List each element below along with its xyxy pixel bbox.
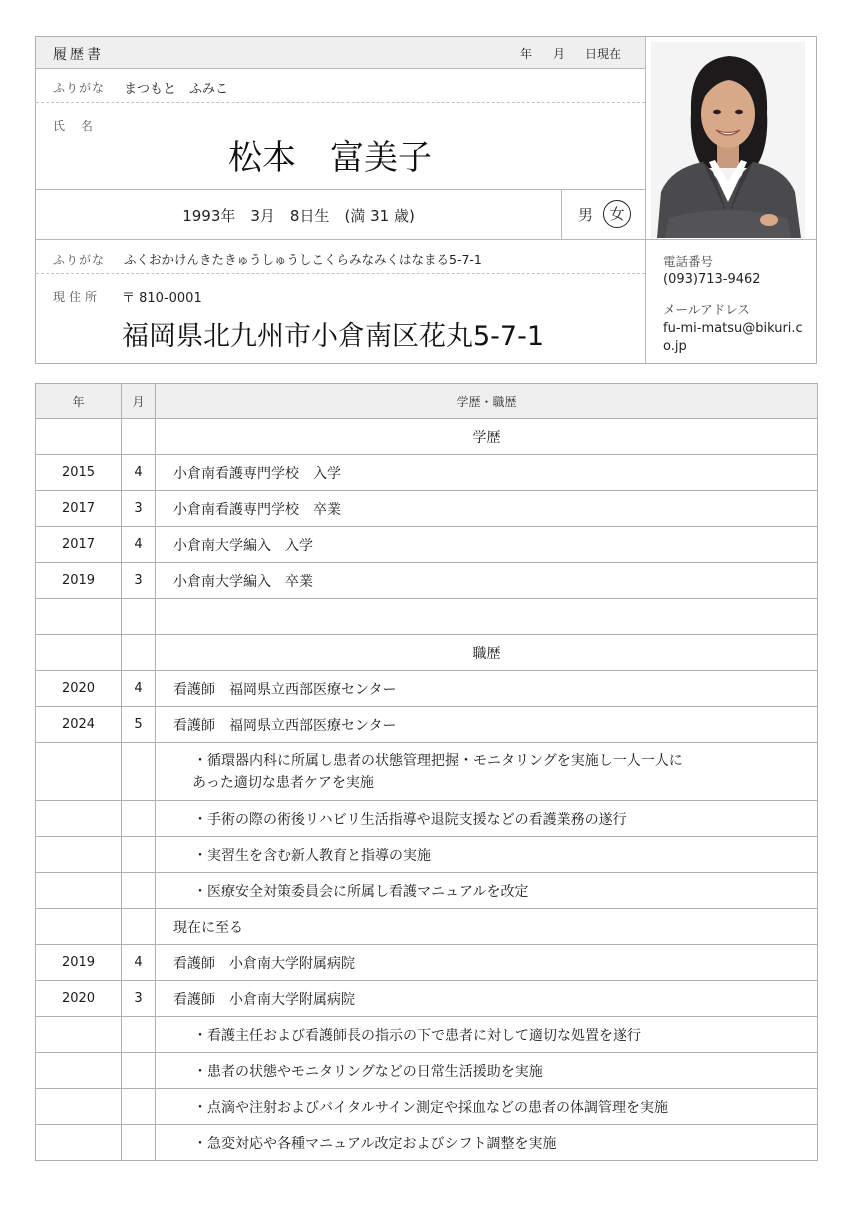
email-label: メールアドレス	[663, 302, 750, 317]
table-row	[36, 801, 818, 837]
row-description: ・実習生を含む新人教育と指導の実施	[156, 837, 818, 873]
date-day-label: 日現在	[585, 47, 622, 61]
row-year	[36, 1125, 122, 1161]
row-month: 4	[122, 671, 156, 707]
row-year: 2019	[36, 563, 122, 599]
row-description: ・看護主任および看護師長の指示の下で患者に対して適切な処置を遂行	[156, 1017, 818, 1053]
date-month-label: 月	[553, 47, 566, 61]
row-year	[36, 1053, 122, 1089]
row-description: 現在に至る	[156, 909, 818, 945]
row-year	[36, 909, 122, 945]
table-row	[36, 1053, 818, 1089]
address-label: 現住所	[53, 290, 102, 304]
row-description: ・患者の状態やモニタリングなどの日常生活援助を実施	[156, 1053, 818, 1089]
divider	[36, 102, 645, 103]
row-description	[156, 599, 818, 635]
row-month	[122, 1089, 156, 1125]
row-description: 職歴	[156, 635, 818, 671]
row-year	[36, 1089, 122, 1125]
table-row	[36, 599, 818, 635]
table-row	[36, 945, 818, 981]
table-row	[36, 837, 818, 873]
history-table	[35, 383, 818, 1161]
row-description-line2: あった適切な患者ケアを実施	[192, 774, 374, 791]
table-row	[36, 707, 818, 743]
email-line1: fu-mi-matsu@bikuri.c	[663, 321, 803, 336]
row-year	[36, 1017, 122, 1053]
row-month	[122, 419, 156, 455]
address-furigana-label: ふりがな	[53, 253, 106, 267]
row-year: 2024	[36, 707, 122, 743]
name-label: 氏 名	[53, 119, 99, 133]
table-header-row	[36, 384, 818, 419]
divider	[645, 36, 646, 364]
gender-male: 男	[578, 206, 594, 224]
divider	[36, 273, 645, 274]
col-header-year: 年	[36, 384, 122, 419]
row-year	[36, 419, 122, 455]
row-description-line1: ・循環器内科に所属し患者の状態管理把握・モニタリングを実施し一人一人に	[193, 752, 683, 769]
divider	[36, 239, 816, 240]
divider	[36, 189, 645, 190]
row-month: 3	[122, 981, 156, 1017]
row-year: 2017	[36, 491, 122, 527]
divider	[561, 189, 562, 239]
row-description: 小倉南大学編入 入学	[156, 527, 818, 563]
row-description: 看護師 小倉南大学附属病院	[156, 981, 818, 1017]
row-description: 小倉南看護専門学校 卒業	[156, 491, 818, 527]
row-description: 看護師 小倉南大学附属病院	[156, 945, 818, 981]
table-row	[36, 873, 818, 909]
row-month: 4	[122, 945, 156, 981]
gender-female-circled: 女	[603, 200, 631, 228]
address-furigana: ふくおかけんきたきゅうしゅうしこくらみなみくはなまる5-7-1	[124, 252, 482, 267]
name-furigana-label: ふりがな	[53, 81, 106, 95]
date-year-label: 年	[520, 47, 533, 61]
row-year	[36, 599, 122, 635]
row-month	[122, 743, 156, 801]
row-year: 2020	[36, 671, 122, 707]
row-month	[122, 599, 156, 635]
row-month: 5	[122, 707, 156, 743]
row-month: 4	[122, 527, 156, 563]
table-row	[36, 455, 818, 491]
row-month	[122, 1017, 156, 1053]
phone-number: (093)713-9462	[663, 272, 761, 287]
row-month	[122, 909, 156, 945]
table-row	[36, 635, 818, 671]
row-year	[36, 873, 122, 909]
col-header-month: 月	[122, 384, 156, 419]
row-month	[122, 635, 156, 671]
table-row	[36, 527, 818, 563]
address-full: 福岡県北九州市小倉南区花丸5-7-1	[122, 321, 545, 352]
name-furigana: まつもと ふみこ	[124, 82, 229, 97]
portrait-illustration	[651, 42, 805, 238]
row-month	[122, 1125, 156, 1161]
row-description: 看護師 福岡県立西部医療センター	[156, 707, 818, 743]
table-row	[36, 671, 818, 707]
row-year	[36, 743, 122, 801]
doc-title: 履歴書	[53, 47, 104, 63]
table-row	[36, 1089, 818, 1125]
table-row	[36, 981, 818, 1017]
birth-date: 1993年 3月 8日生 (満 31 歳)	[182, 207, 415, 225]
row-month	[122, 873, 156, 909]
row-month: 3	[122, 491, 156, 527]
row-description: ・急変対応や各種マニュアル改定およびシフト調整を実施	[156, 1125, 818, 1161]
row-month	[122, 1053, 156, 1089]
row-year: 2019	[36, 945, 122, 981]
row-month: 3	[122, 563, 156, 599]
table-row	[36, 563, 818, 599]
row-year: 2017	[36, 527, 122, 563]
row-year	[36, 635, 122, 671]
full-name: 松本 富美子	[228, 138, 432, 178]
row-month: 4	[122, 455, 156, 491]
postal-code: 〒 810-0001	[122, 291, 202, 306]
email-line2: o.jp	[663, 339, 687, 354]
row-description: 小倉南大学編入 卒業	[156, 563, 818, 599]
row-month	[122, 801, 156, 837]
table-row	[36, 1125, 818, 1161]
table-row	[36, 1017, 818, 1053]
col-header-history: 学歴・職歴	[156, 384, 818, 419]
row-description: ・手術の際の術後リハビリ生活指導や退院支援などの看護業務の遂行	[156, 801, 818, 837]
row-description	[156, 743, 818, 801]
row-description: 学歴	[156, 419, 818, 455]
row-year	[36, 801, 122, 837]
table-row	[36, 419, 818, 455]
row-description: 看護師 福岡県立西部医療センター	[156, 671, 818, 707]
row-year: 2015	[36, 455, 122, 491]
divider	[36, 68, 645, 69]
table-row	[36, 743, 818, 801]
row-description: ・医療安全対策委員会に所属し看護マニュアルを改定	[156, 873, 818, 909]
table-row	[36, 909, 818, 945]
row-month	[122, 837, 156, 873]
table-row	[36, 491, 818, 527]
phone-label: 電話番号	[663, 254, 714, 269]
row-year: 2020	[36, 981, 122, 1017]
row-year	[36, 837, 122, 873]
row-description: ・点滴や注射およびバイタルサイン測定や採血などの患者の体調管理を実施	[156, 1089, 818, 1125]
row-description: 小倉南看護専門学校 入学	[156, 455, 818, 491]
profile-photo	[651, 42, 805, 238]
